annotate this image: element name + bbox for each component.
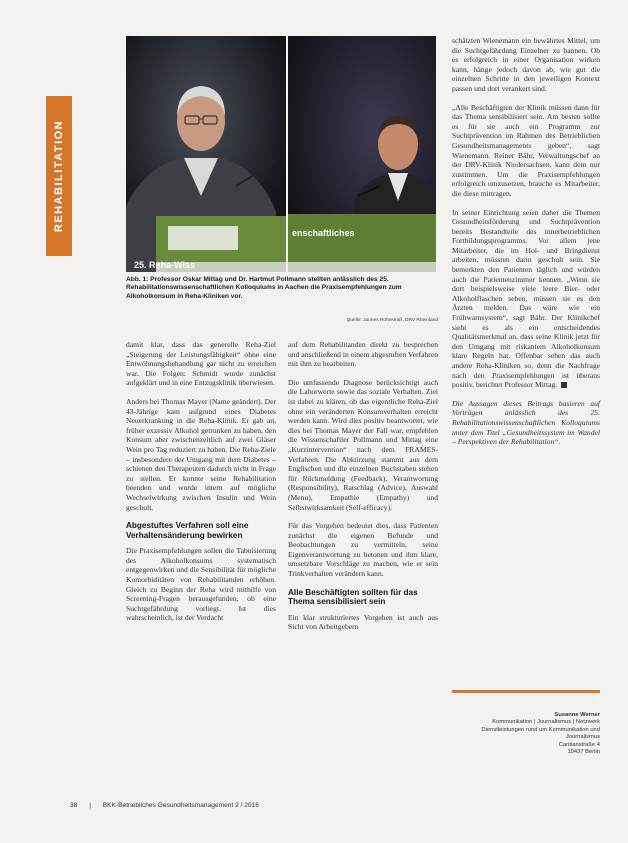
photo-professor-mittag — [126, 36, 286, 272]
podium-banner-right: enschaftliches — [292, 228, 355, 238]
page-footer — [70, 802, 259, 809]
paragraph: Ein klar strukturiertes Vorgehen ist auch aus Sicht von Arbeitgebern — [288, 612, 438, 632]
paragraph: Die Praxisempfehlungen sollen die Tabuisierung des Alkoholkonsums systematisch entgegenwirken und die Sensibilität für mögliche Komorbiditäten von Rehabilitanden erhöhen. Gleich zu Beginn der Reha wird mithilfe von Screening-Fragen herausgefunden, ob eine Suchtgefährdung vorliegt. Ist dies wahrscheinlich, ist der Verdacht — [126, 546, 276, 623]
photo-source: Quelle: Jannes Rohnstraß, DRV Rheinland — [346, 318, 438, 323]
paragraph: schätzten Wienemann ein bewährtes Mittel, um die Suchtgefährdung Einzelner zu bannen. Ob es erfolgreich in einer Organisation wirken kann, hänge jedoch davon ab, wie gut die einzelnen Schritte in den jeweiligen Kontext passen und dort verankert sind. — [452, 36, 600, 93]
paragraph: auf dem Rehabilitanden direkt zu besprechen und anschließend in einem abgestuften Verfahren mit ihm zu bearbeiten. — [288, 340, 438, 369]
subheading: Alle Beschäftigten sollten für das Thema sensibilisiert sein — [288, 587, 418, 607]
subheading: Abgestuftes Verfahren soll eine Verhaltensänderung bewirken — [126, 521, 249, 540]
author-city: 10437 Berlin — [567, 749, 600, 756]
photo-dr-pollmann — [288, 36, 436, 272]
paragraph: „Alle Beschäftigten der Klinik müssen dann für das Thema sensibilisiert sein. Am besten sollte es für sie auch ein Programm zur Suchtprävention im Rahmen des Betrieblichen Gesundheitsmanagements geben“, sagt Wienemann. Reiner Bähr, Verwaltungschef an der DRV-Klinik Niedersachsen, kann dem nur zustimmen. Um die Praxisempfehlungen erfolgreich umzusetzen, brauche es Mitarbeiter, die diese mittragen. — [452, 102, 600, 198]
end-of-article-mark — [561, 382, 567, 388]
article-column-2 — [288, 340, 438, 641]
photo-caption: Abb. 1: Professor Oskar Mittag und Dr. Hartmut Pollmann stellten anlässlich des 25. Rehabilitationswissenschaftlichen Kolloquiums in Aachen die Praxisempfehlungen zum Alkoholkonsum in Reha-Kliniken vor. — [126, 276, 402, 300]
paragraph-text: In seiner Einrichtung seien daher die Themen Gesundheitsförderung und Suchtprävention bereits Bestandteile des innerbetrieblichen Fortbildungsprogramms. Vor allem jene Mitarbeiter, die im Hol- und Bringdienst arbeiten, müssten darin geschult sein. Sie bemerkten den Patienten täglich und würden auch die Patientenzimmer kennen. „Wenn sie dort beispielsweise viele leere Bier- oder Alkoholflaschen sehen, müssen sie es den Ärzten melden. Das wäre wie ein Frühwarnsystem“, sagt Bähr. Der Klinikchef sieht es als ein entscheidendes Qualitätsmerkmal an, dass seine Klinik jetzt für den Umgang mit riskantem Alkoholkonsum klare Regeln hat. Offenbar sehen das auch andere Reha-Kliniken so, denn die Nachfrage nach den Praxisempfehlungen ist überaus positiv, berichtet Professor Mittag. — [452, 207, 600, 390]
author-name: Susanne Werner — [554, 712, 600, 718]
footer-divider: | — [89, 802, 91, 809]
section-tab — [46, 96, 72, 256]
page-number: 38 — [70, 802, 78, 809]
paragraph: Für das Vorgehen bedeutet dies, dass Patienten zunächst die eigenen Befunde und Beobachtungen zu vermitteln, seine Eigenverantwortung zu betonen und ihm klare, umsetzbare Vorschläge zu machen, wie er sein Trinkverhalten verändern kann. — [288, 521, 438, 579]
section-tab-label: REHABILITATION — [53, 119, 65, 233]
paragraph — [452, 208, 600, 390]
paragraph: Die umfassende Diagnose berücksichtigt auch die Laborwerte sowie das soziale Verhalten. Ziel ist dabei zu klären, ob das eigentliche Reha-Ziel ohne ein veränderten Konsumverhalten erreicht werden kann. Wird dies positiv beantwortet, wie dies bei Thomas Mayer der Fall war, empfehlen die Wissenschaftler Pollmann und Mittag eine „Kurzintervention“ nach dem FRAMES-Verfahren. Die Abkürzung stammt aus dem Englischen und die einzelnen Buchstaben stehen für Rückmeldung (Feedback), Verantwortung (Responsibility), Ratschlag (Advice), Auswahl (Menu), Empathie (Empathy) und Selbstwirksamkeit (Self-efficacy). — [288, 377, 438, 512]
source-note: Die Aussagen dieses Beitrags basieren auf Vorträgen anlässlich des 25. Rehabilitationswissenschaftlichen Kolloquiums unter dem Titel „Gesundheitssystem im Wandel – Perspektiven der Rehabilitation“. — [452, 398, 600, 447]
podium-banner-left: 25. Reha-Wiss — [134, 260, 195, 270]
author-box — [452, 712, 600, 756]
author-company: Kommunikation | Journalismus | Netzwerk — [492, 719, 600, 726]
author-street: Cantianstraße 4 — [558, 741, 600, 748]
article-column-3 — [452, 36, 600, 456]
paragraph: Anders bei Thomas Mayer (Name geändert). Der 43-Jährige kam aufgrund eines Diabetes Neuerkrankung in die Reha-Klinik. Er gab an, früher exzessiv Alkohol getrunken zu haben, den Konsum aber zwischenzeitlich auf zwei Gläser Wein pro Tag reduziert zu haben. Die Reha-Ziele – insbesondere der Umgang mit dem Diabetes – schienen den Therapeuten dadurch nicht in Frage zu stellen. Er konnte seine Rehabilitation beenden und wurde intern auf mögliche Wechselwirkung zwischen Insulin und Wein geschult. — [126, 396, 276, 512]
article-column-1 — [126, 340, 276, 632]
paragraph: damit klar, dass das generelle Reha-Ziel „Steigerung der Leistungsfähigkeit“ ohne eine Entwöhnungsbehandlung gar nicht zu erreichen war. Die Folgen: Schmidt wurde zunächst aufgeklärt und in eine Entzugsklinik überwiesen. — [126, 340, 276, 388]
author-services: Dienstleistungen rund um Kommunikation und Journalismus — [481, 726, 600, 741]
divider — [452, 690, 600, 693]
journal-name: BKK-Betriebliches Gesundheitsmanagement 2 / 2016 — [102, 802, 259, 809]
